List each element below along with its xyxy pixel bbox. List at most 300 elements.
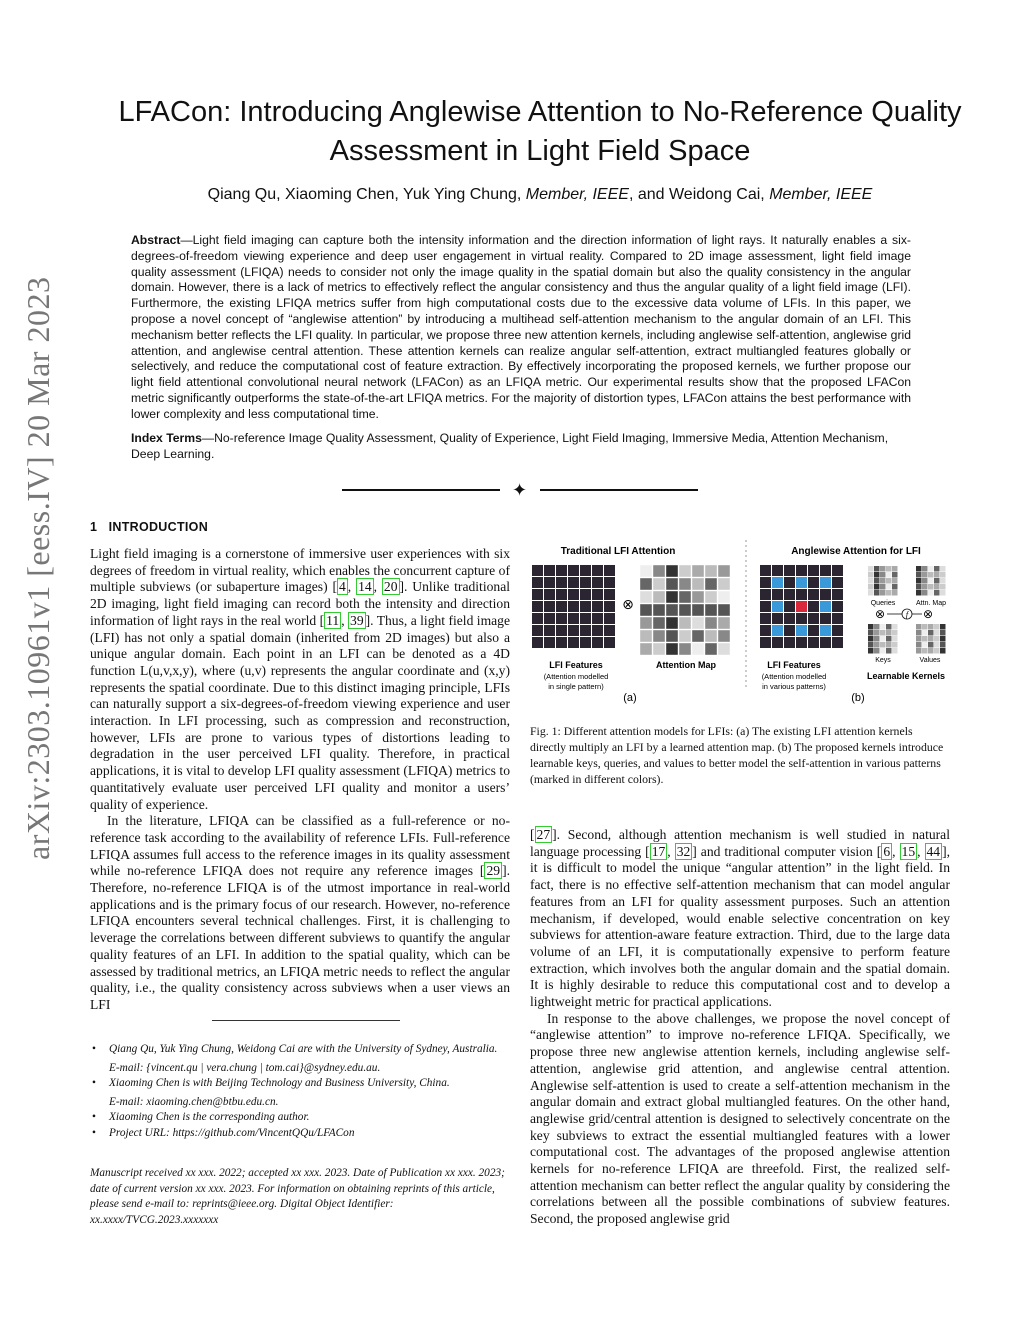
queries-kernel-cell: [880, 572, 886, 578]
lfi-subview-tile: [556, 637, 567, 648]
values-kernel-cell: [934, 648, 940, 654]
attention-map-cell: [666, 617, 678, 629]
attn-map-kernel-cell: [940, 566, 946, 572]
member-affiliation-1: Member, IEEE: [525, 186, 629, 203]
keys-kernel-cell: [868, 636, 874, 642]
bullet-icon: •: [92, 1077, 96, 1090]
attn-map-kernel-cell: [934, 578, 940, 584]
citation-link[interactable]: 44: [926, 843, 941, 859]
keys-kernel-cell: [892, 636, 898, 642]
values-label: Values: [919, 657, 941, 664]
lfi-subview-tile: [796, 613, 807, 624]
citation-link[interactable]: 11: [326, 612, 340, 628]
attn-map-kernel-cell: [928, 566, 934, 572]
footnote-item: [90, 1126, 510, 1142]
member-affiliation-2: Member, IEEE: [769, 186, 873, 203]
attn-map-kernel-cell: [928, 578, 934, 584]
values-kernel-cell: [916, 630, 922, 636]
values-kernel-cell: [934, 642, 940, 648]
paper-title: [70, 93, 1010, 171]
lfi-subview-tile: [832, 589, 843, 600]
footnote-email: E-mail: xiaoming.chen@btbu.edu.cn.: [109, 1095, 279, 1108]
attn-map-kernel-cell: [922, 566, 928, 572]
lfi-subview-tile: [784, 577, 795, 588]
lfi-subview-tile: [592, 613, 603, 624]
attn-map-kernel-cell: [934, 584, 940, 590]
section-heading: [90, 520, 208, 534]
attention-map-cell: [692, 578, 704, 590]
attention-map-cell: [640, 591, 652, 603]
footnote-email: E-mail: {vincent.qu | vera.chung | tom.cai}@sydney.edu.au.: [109, 1061, 381, 1074]
attention-map-cell: [640, 617, 652, 629]
lfi-subview-tile: [820, 565, 831, 576]
text-span: [: [530, 827, 535, 842]
attention-map-cell: [718, 565, 730, 577]
values-kernel-cell: [934, 624, 940, 630]
lfi-subview-tile: [544, 601, 555, 612]
lfi-subview-tile: [580, 625, 591, 636]
lfi-subview-tile: [532, 589, 543, 600]
lfi-subview-tile: [532, 637, 543, 648]
keys-kernel-cell: [886, 624, 892, 630]
lfi-subview-tile: [784, 589, 795, 600]
keys-kernel-cell: [868, 630, 874, 636]
attention-map-cell: [705, 617, 717, 629]
footnotes: [90, 1042, 510, 1142]
divider-diamond-icon: ✦: [512, 480, 528, 500]
lfi-subview-tile: [568, 589, 579, 600]
lfi-subview-tile: [568, 625, 579, 636]
queries-kernel-cell: [886, 584, 892, 590]
lfi-subview-tile: [784, 637, 795, 648]
citation-link[interactable]: 14: [358, 579, 372, 595]
keys-kernel-cell: [874, 636, 880, 642]
footnote-text: Xiaoming Chen is the corresponding author.: [109, 1111, 310, 1124]
attention-map-cell: [666, 604, 678, 616]
lfi-subview-tile: [592, 625, 603, 636]
bullet-icon: •: [92, 1126, 96, 1139]
values-kernel-cell: [922, 624, 928, 630]
right-panel-title: Anglewise Attention for LFI: [791, 546, 921, 557]
lfi-subview-tile: [556, 613, 567, 624]
lfi-subview-tile: [568, 637, 579, 648]
attn-map-label: Attn. Map: [916, 600, 946, 607]
values-kernel-cell: [928, 624, 934, 630]
lfi-subview-tile: [772, 589, 783, 600]
values-kernel-cell: [934, 630, 940, 636]
lfi-subview-tile: [760, 613, 771, 624]
attn-map-kernel-cell: [916, 578, 922, 584]
keys-kernel-cell: [868, 642, 874, 648]
bullet-icon: •: [92, 1111, 96, 1124]
manuscript-note: Manuscript received xx xxx. 2022; accepted xx xxx. 2023. Date of Publication xx xxx. 2023; date of current version xx xxx. 2023. For information on obtaining reprints of this article, please send e-mail to: reprints@ieee.org. Digital Object Identifier: xx.xxxx/TVCG.2023.xxxxxxx: [90, 1167, 505, 1226]
text-span: ]. Second, although attention mechanism is well studied in natural language processing [: [530, 827, 950, 859]
attn-map-kernel-cell: [916, 566, 922, 572]
lfi-subview-tile: [772, 637, 783, 648]
lfi-subview-tile: [808, 565, 819, 576]
lfi-subview-tile: [832, 613, 843, 624]
queries-kernel-cell: [868, 566, 874, 572]
lfi-subview-tile: [604, 613, 615, 624]
arxiv-identifier: arXiv:2303.10961v1 [eess.IV] 20 Mar 2023: [20, 276, 56, 860]
attention-map-cell: [666, 643, 678, 655]
lfi-subview-tile: [580, 565, 591, 576]
lfi-subview-tile: [592, 589, 603, 600]
keys-kernel-cell: [874, 648, 880, 654]
attention-map-cell: [666, 591, 678, 603]
lfi-subview-tile: [808, 625, 819, 636]
attn-map-kernel-cell: [940, 572, 946, 578]
attention-map-cell: [653, 565, 665, 577]
title-line-1: LFACon: Introducing Anglewise Attention to No-Reference Quality: [118, 96, 962, 128]
lfi-features-label-left: LFI Features: [549, 660, 603, 670]
figure-caption: Fig. 1: Different attention models for LFIs: (a) The existing LFI attention kernels directly multiply an LFI by a learned attention map. (b) The proposed kernels introduce learnable keys, queries, and values to better model the self-attention in various patterns (marked in different colors).: [530, 724, 944, 786]
keys-kernel-cell: [886, 642, 892, 648]
figure-1: [530, 538, 952, 708]
attention-map-cell: [653, 578, 665, 590]
lfi-subview-tile: [796, 565, 807, 576]
divider-rule-left: [342, 489, 500, 491]
queries-kernel-cell: [868, 590, 874, 596]
values-kernel-cell: [922, 630, 928, 636]
attention-map-cell: [653, 591, 665, 603]
attention-map-cell: [718, 591, 730, 603]
left-panel-title: Traditional LFI Attention: [560, 546, 676, 557]
attention-map-cell: [718, 617, 730, 629]
text-span: ]. Thus, a light field image (LFI) has not only a spatial domain (inherited from 2D images) but also a unique angular domain. Each point in an LFI can be denoted as a 4D function L(u,v,x,y), where (u,v) represents the angular coordinate and (x,y) represents the spatial coordinate. Due to this distinct imaging principle, LFIs can naturally support a six-degrees-of-freedom viewing experience and user interaction. In LFI processing, such as compression and reconstruction, however, LFIs are prone to various types of distortions leading to degradation in the user perceived LFI quality. Therefore, in practical applications, it is vital to develop LFI quality assessment (LFIQA) metrics to quantitatively evaluate user perceived LFI quality and monitor a users’ quality of experience.: [90, 612, 511, 812]
values-kernel-cell: [916, 642, 922, 648]
lfi-subview-tile: [532, 565, 543, 576]
keys-kernel-cell: [892, 630, 898, 636]
lfi-subview-tile: [604, 589, 615, 600]
attention-map-cell: [679, 643, 691, 655]
project-url-link[interactable]: Project URL: https://github.com/VincentQQu/LFACon: [109, 1126, 355, 1139]
citation-link[interactable]: 17: [651, 843, 666, 859]
attention-map-cell: [679, 565, 691, 577]
keys-kernel-cell: [874, 642, 880, 648]
queries-kernel-cell: [892, 566, 898, 572]
queries-kernel-cell: [880, 566, 886, 572]
values-kernel-cell: [940, 630, 946, 636]
attention-map-cell: [666, 630, 678, 642]
attn-map-kernel-cell: [928, 590, 934, 596]
attention-map-cell: [705, 565, 717, 577]
lfi-subview-tile: [532, 601, 543, 612]
lfi-subview-tile: [796, 601, 807, 612]
lfi-subview-tile: [832, 577, 843, 588]
lfi-subview-tile: [796, 625, 807, 636]
lfi-subview-tile: [796, 589, 807, 600]
lfi-subview-tile: [532, 613, 543, 624]
queries-kernel-cell: [874, 566, 880, 572]
queries-kernel-cell: [886, 572, 892, 578]
intro-paragraph-1: Light field imaging is a cornerstone of immersive user experiences with six degrees of freedom in virtual reality, which enables the concurrent capture of multiple subviews (or subaperture images) [ 4 , 14 , 20 ]. Unlike traditional 2D imaging, light field imaging can record both the intensity and direction information of light rays in the real world [ 11 , 39 ]. Thus, a light field image (LFI) has not only a spatial domain (inherited from 2D images) but also a unique angular domain. Each point in an LFI can be denoted as a 4D function L(u,v,x,y), where (u,v) represents the angular coordinate and (x,y) represents the spatial coordinate. Due to this distinct imaging principle, LFIs can naturally support a six-degrees-of-freedom viewing experience and user interaction. In LFI processing, such as compression and reconstruction, however, LFIs are prone to various types of distortions leading to degradation in the user perceived LFI quality. Therefore, in practical applications, it is vital to develop LFI quality assessment (LFIQA) metrics to quantitatively evaluate user perceived LFI quality and monitor a users’ quality of experience.: [90, 546, 511, 812]
lfi-subview-tile: [784, 565, 795, 576]
attention-map-cell: [679, 591, 691, 603]
queries-label: Queries: [870, 600, 896, 607]
lfi-subview-tile: [604, 565, 615, 576]
divider-rule-right: [540, 489, 698, 491]
left-note-line-2: in single pattern): [548, 682, 604, 691]
lfi-subview-tile: [772, 613, 783, 624]
lfi-subview-tile: [832, 565, 843, 576]
footnote-rule: [212, 1020, 400, 1021]
attn-map-kernel-cell: [922, 590, 928, 596]
attention-map-cell: [692, 617, 704, 629]
section-number: 1: [90, 520, 98, 534]
right-column: [530, 827, 950, 1228]
citation-link[interactable]: 32: [676, 843, 691, 859]
queries-kernel-cell: [880, 578, 886, 584]
lfi-subview-tile: [808, 637, 819, 648]
citation-link[interactable]: 6: [883, 843, 891, 859]
attention-map-cell: [640, 630, 652, 642]
lfi-subview-tile: [832, 637, 843, 648]
citation-link[interactable]: 15: [901, 843, 916, 859]
queries-kernel-cell: [874, 578, 880, 584]
keys-kernel-cell: [880, 624, 886, 630]
attention-map-cell: [679, 604, 691, 616]
lfi-subview-tile: [544, 625, 555, 636]
lfi-subview-tile: [604, 601, 615, 612]
lfi-subview-tile: [796, 637, 807, 648]
keys-kernel-cell: [868, 648, 874, 654]
text-span: ]. Therefore, no-reference LFIQA is of the utmost importance in real-world applications and is the primary focus of our research. However, no-reference LFIQA encounters several technical challenges. First, it is challenging to leverage the correlations between different subviews to quantify the angular quality features of an LFI. In addition to the spatial quality, which can be assessed by traditional metrics, an LFIQA metric needs to reflect the angular quality, i.e., the quality consistency across subviews when a user views an LFI: [90, 863, 510, 1012]
values-kernel-cell: [940, 648, 946, 654]
attention-map-cell: [653, 643, 665, 655]
attention-map-cell: [718, 643, 730, 655]
queries-kernel-cell: [892, 590, 898, 596]
attn-map-kernel-cell: [934, 590, 940, 596]
footnote-item: [90, 1042, 510, 1058]
attn-map-kernel-cell: [940, 584, 946, 590]
lfi-subview-tile: [760, 601, 771, 612]
queries-kernel-cell: [892, 578, 898, 584]
lfi-subview-tile: [784, 601, 795, 612]
intro-paragraph-2: [90, 813, 510, 1013]
lfi-subview-tile: [592, 601, 603, 612]
lfi-subview-tile: [760, 625, 771, 636]
text-span: In the literature, LFIQA can be classified as a full-reference or no-reference task according to the availability of reference LFIs. Full-reference LFIQA assumes full access to the reference images in its quality assessment while no-reference LFIQA does not require any reference images [: [90, 813, 510, 879]
attention-map-cell: [718, 630, 730, 642]
keys-kernel-cell: [880, 648, 886, 654]
abstract-label: Abstract: [131, 233, 181, 247]
lfi-subview-tile: [772, 625, 783, 636]
attention-map-cell: [705, 578, 717, 590]
attn-map-kernel-cell: [940, 578, 946, 584]
text-span: ] and traditional computer vision [: [692, 843, 882, 859]
keys-kernel-cell: [880, 636, 886, 642]
lfi-subview-tile: [592, 565, 603, 576]
keys-kernel-cell: [880, 642, 886, 648]
lfi-subview-tile: [544, 565, 555, 576]
queries-kernel-cell: [886, 590, 892, 596]
attn-map-kernel-cell: [934, 566, 940, 572]
queries-kernel-cell: [880, 584, 886, 590]
attention-map-cell: [679, 617, 691, 629]
attention-map-cell: [666, 565, 678, 577]
lfi-subview-tile: [580, 577, 591, 588]
attention-map-cell: [718, 578, 730, 590]
attention-map-cell: [705, 604, 717, 616]
lfi-subview-tile: [532, 625, 543, 636]
values-kernel-cell: [916, 624, 922, 630]
lfi-subview-tile: [832, 601, 843, 612]
queries-kernel-cell: [868, 572, 874, 578]
text-span: ]. Unlike traditional 2D imaging, light field imaging can record both the intensity and direction information of light rays in the real world [: [90, 579, 511, 628]
lfi-subview-tile: [604, 637, 615, 648]
title-line-2: Assessment in Light Field Space: [329, 135, 751, 167]
attention-map-cell: [640, 578, 652, 590]
attention-map-cell: [653, 617, 665, 629]
queries-kernel-cell: [874, 572, 880, 578]
right-note-line-1: (Attention modelled: [761, 672, 827, 681]
section-divider: [342, 480, 698, 500]
attn-map-kernel-cell: [922, 584, 928, 590]
attention-map-cell: [692, 591, 704, 603]
abstract-text: —Light field imaging can capture both the intensity information and the direction information of light rays. It naturally enables a six-degrees-of-freedom viewing experience and deep user engagement in virtual reality. Compared to 2D image assessment, light field image quality assessment (LFIQA) needs to consider not only the image quality in the spatial domain but also the quality consistency in the angular domain. However, there is a lack of metrics to effectively reflect the angular consistency and thus the angular quality of a light field image (LFI). Furthermore, the existing LFIQA metrics suffer from high computational costs due to the excessive data volume of LFIs. In this paper, we propose a novel concept of “anglewise attention” by introducing a multihead self-attention mechanism to the angular domain of an LFI. This mechanism better reflects the LFI quality. In particular, we propose three new attention kernels, including anglewise self-attention, anglewise grid attention, and anglewise central attention. These attention kernels can realize angular self-attention, extract multiangled features globally or selectively, and reduce the computational cost of feature extraction. By effectively incorporating the proposed kernels, we further propose our light field attentional convolutional neural network (LFACon) as an LFIQA metric. Our experimental results show that the proposed LFACon metric significantly outperforms the state-of-the-art LFIQA metrics. For the majority of distortion types, LFACon attains the best performance with lower complexity and less computational time.: [131, 233, 911, 421]
attention-map-cell: [640, 643, 652, 655]
authors: [70, 186, 1010, 204]
lfi-subview-tile: [580, 637, 591, 648]
keys-kernel-cell: [868, 624, 874, 630]
attn-map-kernel-cell: [934, 572, 940, 578]
values-kernel-cell: [928, 648, 934, 654]
lfi-subview-tile: [808, 613, 819, 624]
attn-map-kernel-cell: [928, 584, 934, 590]
values-kernel-cell: [928, 642, 934, 648]
lfi-subview-tile: [820, 601, 831, 612]
section-title: INTRODUCTION: [108, 520, 209, 534]
lfi-subview-tile: [784, 625, 795, 636]
lfi-subview-tile: [568, 613, 579, 624]
keys-kernel-cell: [874, 624, 880, 630]
values-kernel-cell: [940, 624, 946, 630]
keys-kernel-cell: [892, 648, 898, 654]
lfi-subview-tile: [580, 589, 591, 600]
lfi-subview-tile: [832, 625, 843, 636]
lfi-subview-tile: [556, 589, 567, 600]
attn-map-kernel-cell: [928, 572, 934, 578]
lfi-subview-tile: [760, 637, 771, 648]
multiply-icon: ⊗: [922, 607, 934, 621]
lfi-subview-tile: [796, 577, 807, 588]
queries-kernel-cell: [868, 584, 874, 590]
queries-kernel-cell: [886, 566, 892, 572]
left-note-line-1: (Attention modelled: [543, 672, 609, 681]
attn-map-kernel-cell: [922, 572, 928, 578]
footnote-item: [90, 1110, 510, 1126]
lfi-features-label-right: LFI Features: [767, 660, 821, 670]
lfi-subview-tile: [556, 565, 567, 576]
attention-map-cell: [692, 565, 704, 577]
values-kernel-cell: [928, 636, 934, 642]
attention-map-cell: [705, 630, 717, 642]
attention-map-cell: [666, 578, 678, 590]
keys-kernel-cell: [892, 642, 898, 648]
attn-map-kernel-cell: [916, 584, 922, 590]
footnote-text: Qiang Qu, Yuk Ying Chung, Weidong Cai are with the University of Sydney, Australia.: [109, 1043, 498, 1055]
values-kernel-cell: [940, 642, 946, 648]
lfi-subview-tile: [808, 601, 819, 612]
citation-link[interactable]: 20: [383, 579, 398, 595]
queries-kernel-cell: [880, 590, 886, 596]
values-kernel-cell: [928, 630, 934, 636]
values-kernel-cell: [916, 636, 922, 642]
subfigure-b-label: (b): [851, 692, 865, 704]
lfi-subview-tile: [556, 601, 567, 612]
citation-link[interactable]: 29: [486, 863, 501, 879]
index-terms-text: —No-reference Image Quality Assessment, Quality of Experience, Light Field Imaging, Immersive Media, Attention Mechanism, Deep Learning.: [131, 431, 889, 461]
multiply-icon: ⊗: [622, 596, 634, 612]
attention-map-cell: [679, 578, 691, 590]
lfi-subview-tile: [772, 577, 783, 588]
learnable-kernels-label: Learnable Kernels: [866, 671, 946, 681]
right-paragraph-2: In response to the above challenges, we propose the novel concept of “anglewise attention” to improve no-reference LFIQA. Specifically, we propose three new anglewise attention kernels, including anglewise self-attention, anglewise grid attention, and anglewise central attention. Anglewise self-attention is used to create a self-attention mechanism in the angular domain and extract global multiangled features. On the other hand, anglewise grid/central attention is designed to selectively concentrate on the key subviews to extract the essential multiangled features with a lower computational cost. The advantages of the proposed anglewise attention kernels for no-reference LFIQA are threefold. First, the realized self-attention mechanism can better reflect the angular quality by considering the correlations between all the possible combinations of subview features. Second, the proposed anglewise grid: [530, 1010, 950, 1227]
lfi-subview-tile: [820, 613, 831, 624]
lfi-subview-tile: [544, 589, 555, 600]
lfi-subview-tile: [568, 601, 579, 612]
queries-kernel-cell: [874, 584, 880, 590]
lfi-subview-tile: [580, 613, 591, 624]
attention-map-cell: [640, 604, 652, 616]
attention-map-cell: [653, 604, 665, 616]
values-kernel-cell: [922, 636, 928, 642]
keys-kernel-cell: [892, 624, 898, 630]
queries-kernel-cell: [892, 584, 898, 590]
attn-map-kernel-cell: [922, 578, 928, 584]
lfi-subview-tile: [772, 565, 783, 576]
lfi-subview-tile: [808, 589, 819, 600]
citation-link[interactable]: 4: [339, 579, 346, 595]
values-kernel-cell: [940, 636, 946, 642]
left-column: [90, 546, 510, 1014]
attention-map-cell: [692, 604, 704, 616]
abstract: [131, 233, 911, 423]
lfi-subview-tile: [580, 601, 591, 612]
lfi-subview-tile: [784, 613, 795, 624]
queries-kernel-cell: [874, 590, 880, 596]
citation-link[interactable]: 39: [350, 612, 364, 628]
lfi-subview-tile: [592, 637, 603, 648]
multiply-icon: ⊗: [874, 607, 886, 621]
lfi-subview-tile: [760, 565, 771, 576]
queries-kernel-cell: [868, 578, 874, 584]
attention-map-cell: [679, 630, 691, 642]
keys-kernel-cell: [886, 648, 892, 654]
function-symbol: f: [905, 610, 909, 619]
footnote-item: [90, 1076, 510, 1092]
lfi-subview-tile: [808, 577, 819, 588]
right-note-line-2: in various patterns): [762, 682, 826, 691]
attention-map-cell: [718, 604, 730, 616]
lfi-subview-tile: [544, 613, 555, 624]
attention-map-label: Attention Map: [656, 660, 716, 670]
lfi-subview-tile: [592, 577, 603, 588]
index-terms-label: Index Terms: [131, 431, 202, 445]
citation-link[interactable]: 27: [536, 827, 551, 842]
lfi-subview-tile: [760, 589, 771, 600]
lfi-subview-tile: [820, 637, 831, 648]
lfi-subview-tile: [604, 577, 615, 588]
keys-kernel-cell: [886, 636, 892, 642]
keys-kernel-cell: [886, 630, 892, 636]
keys-kernel-cell: [874, 630, 880, 636]
lfi-subview-tile: [544, 577, 555, 588]
footnote-text: Xiaoming Chen is with Beijing Technology and Business University, China.: [109, 1077, 450, 1090]
lfi-subview-tile: [556, 577, 567, 588]
attention-map-cell: [705, 643, 717, 655]
